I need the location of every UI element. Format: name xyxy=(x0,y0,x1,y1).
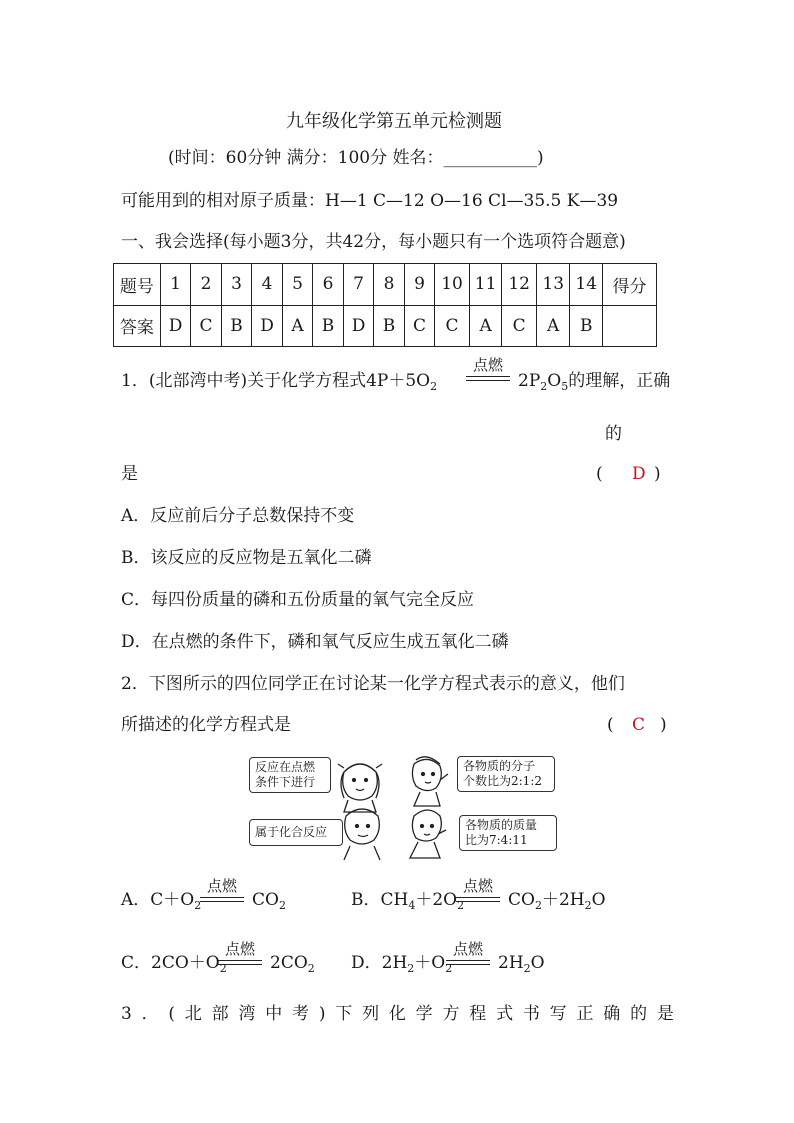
speech-bubble-1: 反应在点燃 条件下进行 xyxy=(249,757,331,793)
speech-bubble-2: 各物质的分子 个数比为2:1:2 xyxy=(457,756,555,792)
q1-option-a: A．反应前后分子总数保持不变 xyxy=(121,506,355,526)
table-cell: 9 xyxy=(404,264,435,306)
students-illustration xyxy=(330,750,460,862)
q1-wrap-shi: 是 xyxy=(121,464,138,484)
table-cell: B xyxy=(221,305,252,347)
q1-paren-close: ) xyxy=(654,464,661,484)
table-header-cell: 题号 xyxy=(114,264,161,306)
q2-option-a-product: $CO_2$ xyxy=(252,890,286,912)
table-cell: 10 xyxy=(435,264,470,306)
q1-answer: D xyxy=(632,464,646,484)
section-heading: 一、我会选择(每小题3分，共42分，每小题只有一个选项符合题意) xyxy=(121,232,626,252)
table-row xyxy=(114,305,657,347)
table-cell: D xyxy=(160,305,191,347)
table-cell: B xyxy=(570,305,603,347)
table-cell: C xyxy=(435,305,470,347)
table-cell: 1 xyxy=(160,264,191,306)
q2-paren-close: ) xyxy=(660,715,667,735)
q2-option-c-condition: 点燃 xyxy=(218,940,262,965)
table-cell: A xyxy=(282,305,313,347)
q1-option-c: C．每四份质量的磷和五份质量的氧气完全反应 xyxy=(121,590,475,610)
table-cell: 13 xyxy=(536,264,570,306)
q2-option-a-condition: 点燃 xyxy=(200,877,244,902)
speech-bubble-4: 各物质的质量 比为7:4:11 xyxy=(459,815,557,851)
q1-wrap-de: 的 xyxy=(605,424,622,444)
q1-paren-open: ( xyxy=(596,464,603,484)
q2-stem-line2: 所描述的化学方程式是 xyxy=(121,715,291,735)
table-cell: B xyxy=(374,305,405,347)
q2-option-d: D．$2H_2+O_2$ xyxy=(351,953,453,975)
table-cell-score xyxy=(603,305,657,347)
table-cell: 4 xyxy=(252,264,283,306)
table-cell: 7 xyxy=(343,264,374,306)
atomic-masses: 可能用到的相对原子质量：H—1 C—12 O—16 Cl—35.5 K—39 xyxy=(121,191,619,211)
table-row xyxy=(114,264,657,306)
q1-option-d: D．在点燃的条件下，磷和氧气反应生成五氧化二磷 xyxy=(121,632,509,652)
table-cell: 11 xyxy=(469,264,502,306)
table-cell: 8 xyxy=(374,264,405,306)
q2-option-b-condition: 点燃 xyxy=(456,877,500,902)
q3-stem: 3．(北部湾中考)下列化学方程式书写正确的是 xyxy=(121,1004,684,1024)
table-cell: C xyxy=(404,305,435,347)
q2-option-b: B．$CH_4+2O_2$ xyxy=(351,890,465,912)
q2-stem-line1: 2．下图所示的四位同学正在讨论某一化学方程式表示的意义，他们 xyxy=(121,674,625,694)
table-cell: D xyxy=(252,305,283,347)
page-title: 九年级化学第五单元检测题 xyxy=(286,111,502,132)
table-cell: C xyxy=(502,305,537,347)
q2-paren-open: ( xyxy=(607,715,614,735)
table-cell: 6 xyxy=(313,264,344,306)
q2-option-d-product: $2H_2O$ xyxy=(498,953,545,975)
table-cell: B xyxy=(313,305,344,347)
exam-info: (时间：60分钟 满分：100分 姓名：___________) xyxy=(168,148,544,168)
q1-stem: 1．(北部湾中考)关于化学方程式$4P+5O_2$ xyxy=(121,371,438,393)
table-cell: C xyxy=(191,305,222,347)
q1-stem-end: $2P_2O_5$的理解，正确 xyxy=(518,371,671,393)
table-cell: 14 xyxy=(570,264,603,306)
q2-option-d-condition: 点燃 xyxy=(446,940,490,965)
table-cell: D xyxy=(343,305,374,347)
table-cell: A xyxy=(469,305,502,347)
table-cell: 2 xyxy=(191,264,222,306)
q2-option-b-product: $CO_2+2H_2O$ xyxy=(508,890,606,912)
table-cell: A xyxy=(536,305,570,347)
speech-bubble-3: 属于化合反应 xyxy=(249,819,343,846)
answer-table xyxy=(113,263,657,347)
table-cell: 5 xyxy=(282,264,313,306)
q1-option-b: B．该反应的反应物是五氧化二磷 xyxy=(121,548,372,568)
q2-answer: C xyxy=(632,715,646,735)
table-header-cell: 答案 xyxy=(114,305,161,347)
table-cell: 12 xyxy=(502,264,537,306)
q1-condition: 点燃 xyxy=(466,356,510,381)
q2-option-a: A．$C+O_2$ xyxy=(121,890,202,912)
q2-option-c: C．$2CO+O_2$ xyxy=(121,953,227,975)
table-cell: 3 xyxy=(221,264,252,306)
q2-option-c-product: $2CO_2$ xyxy=(270,953,315,975)
table-cell: 得分 xyxy=(603,264,657,306)
